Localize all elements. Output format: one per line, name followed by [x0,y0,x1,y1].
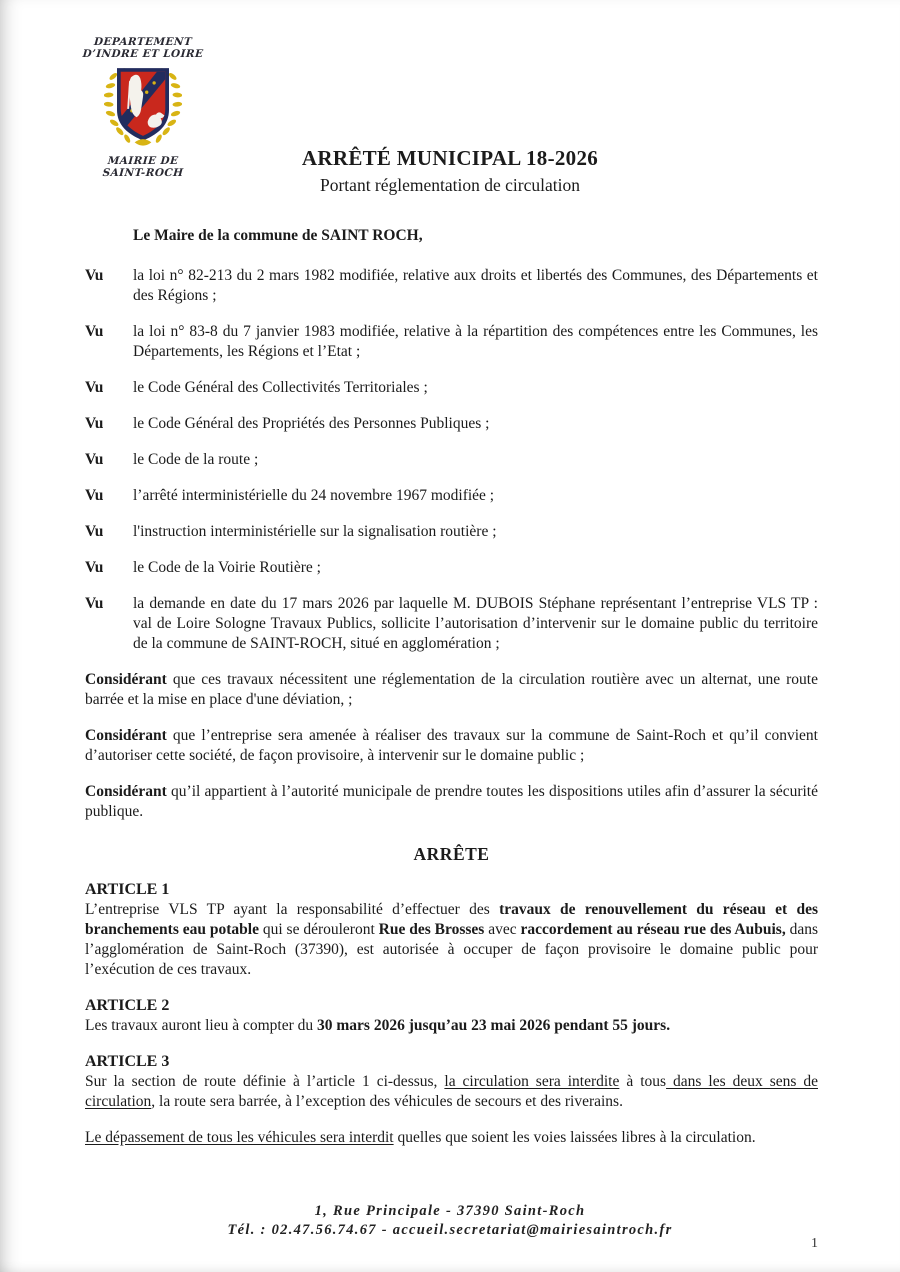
arrete-heading: ARRÊTE [413,844,490,864]
footer-contact: Tél. : 02.47.56.74.67 - accueil.secretariat@mairiesaintroch.fr [227,1222,673,1238]
article-heading: ARTICLE 3 [85,1053,170,1070]
considerant-paragraph: Considérant que ces travaux nécessitent une réglementation de la circulation routière avec un alternat, une route barrée et la mise en place d'une déviation, ; [85,671,818,708]
vu-text: le Code de la Voirie Routière ; [133,559,321,576]
vu-item [85,266,818,306]
vu-label: Vu [85,523,104,540]
vu-text: le Code Général des Propriétés des Personnes Publiques ; [133,415,490,432]
vu-label: Vu [85,323,104,340]
vu-text: le Code de la route ; [133,451,259,468]
article-heading: ARTICLE 1 [85,881,170,898]
mairie-name-line1: MAIRIE DE [107,155,179,168]
intro-line: Le Maire de la commune de SAINT ROCH, [133,227,423,244]
vu-text: la loi n° 83-8 du 7 janvier 1983 modifiée, relative à la répartition des compétences entre les Communes, les Départements, les Régions et l’Etat ; [133,323,818,360]
considerant-paragraph: Considérant que l’entreprise sera amenée à réaliser des travaux sur la commune de Saint-Roch et qu’il convient d’autoriser cette société, de façon provisoire, à intervenir sur le domaine public ; [85,727,818,764]
considerant-paragraph: Considérant qu’il appartient à l’autorité municipale de prendre toutes les dispositions utiles afin d’assurer la sécurité publique. [85,783,818,820]
vu-item [85,450,818,470]
vu-label: Vu [85,415,104,432]
article-body: Sur la section de route définie à l’article 1 ci-dessus, la circulation sera interdite à tous dans les deux sens de circulation, la route sera barrée, à l’exception des véhicules de secours et des riverains. [85,1073,818,1110]
vu-text: l'instruction interministérielle sur la signalisation routière ; [133,523,497,540]
closing-paragraph: Le dépassement de tous les véhicules sera interdit quelles que soient les voies laissées libres à la circulation. [85,1129,756,1146]
vu-item [85,594,818,654]
mairie-name-line2: SAINT-ROCH [102,167,184,180]
document-subtitle: Portant réglementation de circulation [320,175,580,195]
vu-item [85,558,818,578]
vu-item [85,522,818,542]
footer [0,1202,900,1240]
vu-item [85,486,818,506]
vu-label: Vu [85,451,104,468]
article-3 [85,1052,818,1112]
department-name-line1: DEPARTEMENT [93,36,193,48]
vu-label: Vu [85,379,104,396]
vu-label: Vu [85,559,104,576]
vu-text: la loi n° 82-213 du 2 mars 1982 modifiée, relative aux droits et libertés des Communes, des Départements et des Régions ; [133,267,818,304]
vu-label: Vu [85,487,104,504]
vu-text: l’arrêté interministérielle du 24 novembre 1967 modifiée ; [133,487,495,504]
article-heading: ARTICLE 2 [85,997,170,1014]
coat-of-arms [68,36,218,179]
footer-address: 1, Rue Principale - 37390 Saint-Roch [314,1203,586,1219]
article-2 [85,996,818,1036]
vu-label: Vu [85,595,104,612]
page-number: 1 [811,1236,818,1251]
article-1 [85,880,818,980]
vu-label: Vu [85,267,104,284]
coat-of-arms-icon [104,63,182,153]
vu-text: le Code Général des Collectivités Territoriales ; [133,379,428,396]
department-name-line2: D’INDRE ET LOIRE [82,48,204,61]
article-body: Les travaux auront lieu à compter du 30 mars 2026 jusqu’au 23 mai 2026 pendant 55 jours. [85,1017,671,1034]
vu-item [85,414,818,434]
article-body: L’entreprise VLS TP ayant la responsabilité d’effectuer des travaux de renouvellement du réseau et des branchements eau potable qui se dérouleront Rue des Brosses avec raccordement au réseau rue des Aubuis, dans l’agglomération de Saint-Roch (37390), est autorisée à occuper de façon provisoire le domaine public pour l’exécution de ces travaux. [85,901,819,978]
document-body [85,226,818,1148]
vu-item [85,378,818,398]
vu-item [85,322,818,362]
vu-text: la demande en date du 17 mars 2026 par laquelle M. DUBOIS Stéphane représentant l’entreprise VLS TP : val de Loire Sologne Travaux Publics, sollicite l’autorisation d’intervenir sur le domaine public du territoire de la commune de SAINT-ROCH, situé en agglomération ; [133,595,818,652]
document-title: ARRÊTÉ MUNICIPAL 18-2026 [301,146,599,170]
